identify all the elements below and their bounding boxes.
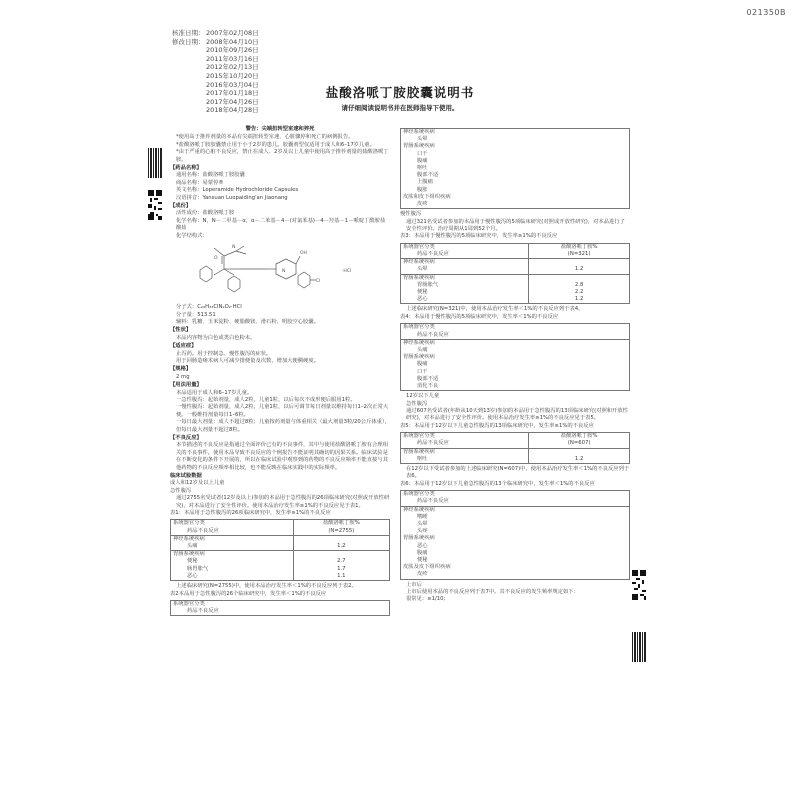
revision-date: 2015年10月20日 — [206, 71, 259, 80]
chemical-structure-diagram — [170, 242, 390, 302]
adverse-reaction: 头痛 — [187, 543, 198, 550]
adverse-reaction: 便秘 — [187, 558, 198, 565]
table-header-cell: 药品不良反应 — [417, 251, 449, 258]
adverse-reaction: 呕吐 — [417, 165, 428, 172]
table3-note: 上述临床研究(N=321)中，使用本品治疗发生率＜1%的不良反应列于表4。 — [406, 306, 584, 313]
percent-value: 1.1 — [337, 572, 346, 579]
table-header-row — [401, 491, 630, 506]
adverse-reaction: 腹痛 — [417, 549, 428, 556]
table-header-cell: 系统器官分类 — [403, 433, 435, 440]
child-acute-heading: 急性腹泻 — [406, 400, 428, 407]
table2-caption: 表2本品用于急性腹泻的26个临床研究中，发生率＜1%的不良反应 — [170, 590, 327, 597]
revision-date: 2017年01月18日 — [206, 89, 259, 98]
table-header-row — [171, 600, 390, 615]
left-column — [170, 126, 390, 618]
dosage-line: 一慢性腹泻：起始剂量，成人2粒，儿童1粒，以后可调节每日剂量以维持每日1–2次正常大便。一般维持剂量每日1–6粒。 — [176, 404, 389, 418]
indications-heading: 【适应症】 — [170, 343, 197, 350]
spec-text: 2 mg — [176, 373, 190, 380]
document-code: 021350B — [746, 8, 786, 17]
table-header-cell: (N=2755) — [328, 527, 355, 534]
structure-label: 化学结构式： — [176, 232, 208, 239]
table-row — [171, 535, 390, 550]
organ-class: 胃肠系统疾病 — [403, 354, 435, 361]
adverse-reaction: 头晕 — [417, 266, 428, 273]
percent-value: 1.2 — [574, 266, 584, 273]
table-row — [401, 129, 630, 209]
document-subtitle: 请仔细阅读说明书并在医师指导下使用。 — [341, 104, 459, 112]
adverse-reaction: 便秘 — [417, 557, 428, 564]
percent-value: 2.7 — [337, 558, 346, 565]
table6 — [400, 490, 630, 579]
table-row — [171, 551, 390, 581]
table6-caption: 表6：本品用于12岁以下儿童急性腹泻的13个临床研究中，发生率＜1%的不良反应 — [400, 480, 595, 487]
table-header-cell: 药品不良反应 — [417, 331, 449, 338]
pinyin-name: 汉语拼音：Yansuan Luopaiding'an Jiaonang — [176, 194, 288, 201]
drug-name-heading: 【药品名称】 — [170, 165, 202, 172]
table-header-cell: 药品不良反应 — [417, 498, 449, 505]
adverse-reaction: 腹胀 — [417, 186, 428, 193]
revision-date: 2011年03月16日 — [206, 54, 259, 63]
revision-date: 2012年02月13日 — [206, 63, 259, 72]
table-header-cell: 系统器官分类 — [403, 243, 435, 250]
table-row — [401, 448, 630, 463]
excipients: 辅料：乳糖、玉米淀粉、硬脂酸镁、滑石粉、明胶空心胶囊。 — [176, 318, 320, 325]
active-ingredient: 活性成份：盐酸洛哌丁胺 — [176, 210, 235, 217]
adverse-reaction: 口干 — [417, 368, 428, 375]
indication-line: 用于回肠造瘘术病人可减少排便量及次数，增加大便稠硬度。 — [176, 357, 320, 364]
adverse-reaction: 恶心 — [417, 296, 428, 303]
dosage-line: 一每日最大剂量：成人不超过8粒；儿童按药剂量与体重相关（最大剂量3粒/20公斤体重），但每日最大剂量不超过8粒。 — [176, 419, 390, 433]
table3-caption: 表3：本品用于慢性腹泻的5项临床研究中，发生率≥1%的不良反应 — [400, 233, 558, 240]
table-header-cell: 盐酸洛哌丁胺% — [560, 243, 598, 250]
table-header-row — [401, 324, 630, 339]
svg-text:N: N — [232, 245, 236, 251]
revision-date: 2010年09月26日 — [206, 46, 259, 55]
revision-date-label: 修改日期： — [172, 37, 205, 46]
revision-date: 2017年04月26日 — [206, 97, 259, 106]
composition-heading: 【成份】 — [170, 203, 192, 210]
percent-value: 1.7 — [337, 565, 346, 572]
approval-date-label: 核准日期： — [172, 29, 205, 37]
adverse-reaction: 呕吐 — [417, 455, 428, 462]
svg-text:OH: OH — [300, 251, 307, 257]
table4 — [400, 323, 630, 391]
chronic-text: 通过321名受试者参加的本品用于慢性腹泻的5项临床研究(对照或开放性研究)，对本品进行了安全性评价。治疗周期从1周到52个月。 — [406, 218, 625, 233]
table-header-cell: 药品不良反应 — [417, 440, 449, 447]
table-header-cell: 系统器官分类 — [173, 600, 205, 607]
adverse-reaction: 腹痛 — [417, 157, 428, 164]
svg-text:Cl: Cl — [316, 279, 321, 285]
adverse-reaction: 恶心 — [417, 542, 428, 549]
document-title: 盐酸洛哌丁胺胶囊说明书 — [325, 85, 475, 100]
properties-text: 本品内容物为白色或类白色粉末。 — [176, 334, 256, 341]
clinical-heading: 临床试验数据 — [170, 473, 202, 480]
table1-caption: 表1：本品用于急性腹泻的26项临床研究中，发生率≥1%的不良反应 — [170, 510, 331, 517]
table5 — [400, 432, 630, 464]
svg-text:O: O — [214, 256, 218, 262]
adverse-reaction: 恶心 — [187, 572, 198, 579]
table-header-cell: (N=321) — [567, 251, 591, 258]
barcode-left-top — [148, 148, 162, 178]
table-row — [401, 274, 630, 304]
adverse-reaction: 嗜睡 — [417, 513, 428, 520]
adverse-reaction: 腹部不适 — [417, 375, 439, 382]
table5-caption: 表5：本品用于12岁以下儿童急性腹泻的13项临床研究中，发生率≥1%的不良反应 — [400, 422, 594, 429]
adverse-reaction: 腹痛 — [417, 361, 428, 368]
table5-note: 在12岁以下受试者参加的上述临床研究(N=607)中，使用本品治疗发生率＜1%的不良反应列于表6。 — [406, 465, 630, 480]
table-header-cell: 系统器官分类 — [173, 520, 205, 527]
qr-code-right-bottom — [632, 570, 646, 600]
adverse-reaction: 口干 — [417, 150, 428, 157]
adverse-reaction: 消化不良 — [417, 382, 439, 389]
chronic-heading: 慢性腹泻 — [400, 211, 422, 218]
percent-value: 1.2 — [574, 296, 584, 303]
percent-value: 1.2 — [337, 543, 346, 550]
adverse-reaction: 便秘 — [417, 289, 428, 296]
chemical-name: 化学名称：N，N－二甲基－α，α－二苯基－4－(对氯苯基)－4－羟基－1－哌啶丁酰胺盐酸盐 — [176, 217, 386, 232]
adult-heading: 成人和12岁及以上儿童 — [170, 480, 225, 487]
dosage-heading: 【用法用量】 — [170, 382, 202, 389]
table-header-cell: 药品不良反应 — [187, 527, 219, 534]
adverse-reaction: 上腹痛 — [417, 179, 433, 186]
svg-text:N: N — [282, 269, 286, 275]
child-heading: 12岁以下儿童 — [406, 393, 440, 400]
warning-title: 警告：尖端扭转型室速和猝死 — [245, 126, 315, 132]
organ-class: 胃肠系统疾病 — [403, 448, 435, 455]
postmarket-heading: 上市后 — [406, 581, 422, 588]
table-row — [401, 506, 630, 579]
frequency-definition: 很常见：≥1/10； — [406, 596, 449, 603]
warning-line: *由于严重的心脏不良反应，禁止在成人、2岁及以上儿童中使用高于推荐剂量的盐酸洛哌丁胺。 — [176, 149, 389, 163]
dosage-line: 本品适用于成人和6–17岁儿童。 — [176, 389, 253, 396]
table4-caption: 表4：本品用于慢性腹泻的5项临床研究中，发生率＜1%的不良反应 — [400, 313, 559, 320]
organ-class: 皮肤和皮下组织疾病 — [403, 193, 451, 200]
percent-value: 2.2 — [574, 289, 584, 296]
table-header-cell: (N=607) — [567, 440, 591, 447]
table2-continued — [400, 128, 630, 209]
table1-note: 上述临床研究(N=2755)中，使用本品治疗发生率＜1%的不良反应列于表2。 — [176, 583, 357, 590]
table-header-row — [401, 433, 630, 448]
svg-text:·HCl: ·HCl — [342, 269, 352, 275]
adverse-reaction: 皮疹 — [417, 571, 428, 578]
revision-date: 2018年04月28日 — [206, 106, 259, 115]
organ-class: 皮肤及皮下组织疾病 — [403, 564, 451, 571]
barcode-right-bottom — [632, 632, 646, 662]
spec-heading: 【规格】 — [170, 366, 192, 373]
table1 — [170, 519, 390, 581]
organ-class: 神经系统疾病 — [403, 506, 435, 513]
english-name: 英文名称：Loperamide Hydrochloride Capsules — [176, 187, 299, 194]
adverse-reaction: 胃肠胀气 — [417, 281, 439, 288]
postmarket-text: 上市后使用本品的不良反应列于表7中。其不良反应的发生频率规定如下： — [406, 589, 579, 596]
acute-text: 通过2755名受试者(12岁及以上)参加的本品用于急性腹泻的26项临床研究(对照或开放性研究)，对本品进行了安全性评价。使用本品治疗发生率≥1%的不良反应见于表1。 — [176, 495, 390, 509]
table-header-cell: 系统器官分类 — [403, 491, 435, 498]
properties-heading: 【性状】 — [170, 327, 192, 334]
common-name: 通用名称：盐酸洛哌丁胺胶囊 — [176, 172, 245, 179]
trade-name: 商品名称：易蒙停® — [176, 179, 224, 186]
qr-code-left-top — [148, 190, 162, 220]
table3 — [400, 243, 630, 305]
adverse-reaction: 头疼 — [417, 528, 428, 535]
table-header-cell: 系统器官分类 — [403, 324, 435, 331]
table-header-cell: 盐酸洛哌丁胺% — [560, 433, 598, 440]
table-header-row — [171, 520, 390, 535]
adverse-reaction: 头痛 — [417, 346, 428, 353]
adverse-reaction: 腹部不适 — [417, 172, 439, 179]
adverse-reaction: 头晕 — [417, 521, 428, 527]
table-header-cell: 药品不良反应 — [187, 608, 219, 615]
table2 — [170, 600, 390, 616]
percent-value: 1.2 — [574, 455, 584, 462]
warning-line: *使用高于推荐剂量的本品有尖端扭转型室速、心脏骤停和死亡的病例报告。 — [176, 134, 354, 141]
organ-class: 神经系统疾病 — [173, 535, 205, 542]
child-text: 通过607名受试者(年龄从10天到13岁)参加的本品用于急性腹泻的13项临床研究(对照和开放性研究)，对本品进行了安全性评价。使用本品治疗发生率≥1%的不良反应见于表5。 — [406, 407, 628, 422]
table-row — [401, 339, 630, 390]
table-header-cell: 盐酸洛哌丁胺% — [322, 520, 360, 527]
molecular-formula: 分子式：C₂₉H₃₃ClN₂O₂·HCl — [176, 304, 242, 311]
adverse-reaction: 皮疹 — [417, 201, 428, 208]
adverse-heading: 【不良反应】 — [170, 435, 202, 441]
organ-class: 胃肠系统疾病 — [403, 274, 435, 281]
organ-class: 神经系统疾病 — [403, 259, 435, 266]
organ-class: 胃肠系统疾病 — [403, 143, 435, 150]
organ-class: 神经系统疾病 — [403, 129, 435, 135]
revision-date: 2008年04月10日 — [206, 37, 259, 46]
adverse-intro: 本节描述的不良反应是指通过全面评价已有的不良事件，其中与使用盐酸洛哌丁胺有合理相关的不良事件。使用本品导致不良反应的个例报告不能证明其确切的因果关系。临床试验是在不断变化的条件下开展的，所以在临床试验中观察到的药物的不良反应频率不能直接与其他药物的不良反应频率相比较，也不能反映在临床实践中的实际频率。 — [176, 442, 388, 471]
indication-line: 止泻药。用于控制急、慢性腹泻的症状。 — [176, 350, 272, 357]
table-row — [401, 259, 630, 274]
revision-date: 2016年03月04日 — [206, 80, 259, 89]
table-header-row — [401, 243, 630, 258]
organ-class: 胃肠系统疾病 — [173, 551, 205, 558]
approval-date: 2007年02月08日 — [206, 29, 259, 37]
warning-line: *盐酸洛哌丁胺胶囊禁止用于小于2岁的患儿。胶囊剂型仅适用于成人和6–17岁儿童。 — [176, 141, 375, 148]
acute-heading: 急性腹泻 — [170, 487, 192, 494]
organ-class: 胃肠系统疾病 — [403, 535, 435, 542]
percent-value: 2.8 — [574, 281, 584, 288]
adverse-reaction: 头晕 — [417, 136, 428, 143]
dosage-line: 一急性腹泻：起始剂量，成人2粒，儿童1粒，以后每次不成形便后服用1粒。 — [176, 396, 356, 403]
right-column — [400, 126, 630, 604]
molecular-weight: 分子量：513.51 — [176, 311, 216, 318]
adverse-reaction: 肠胃胀气 — [187, 565, 209, 572]
organ-class: 神经系统疾病 — [403, 339, 435, 346]
